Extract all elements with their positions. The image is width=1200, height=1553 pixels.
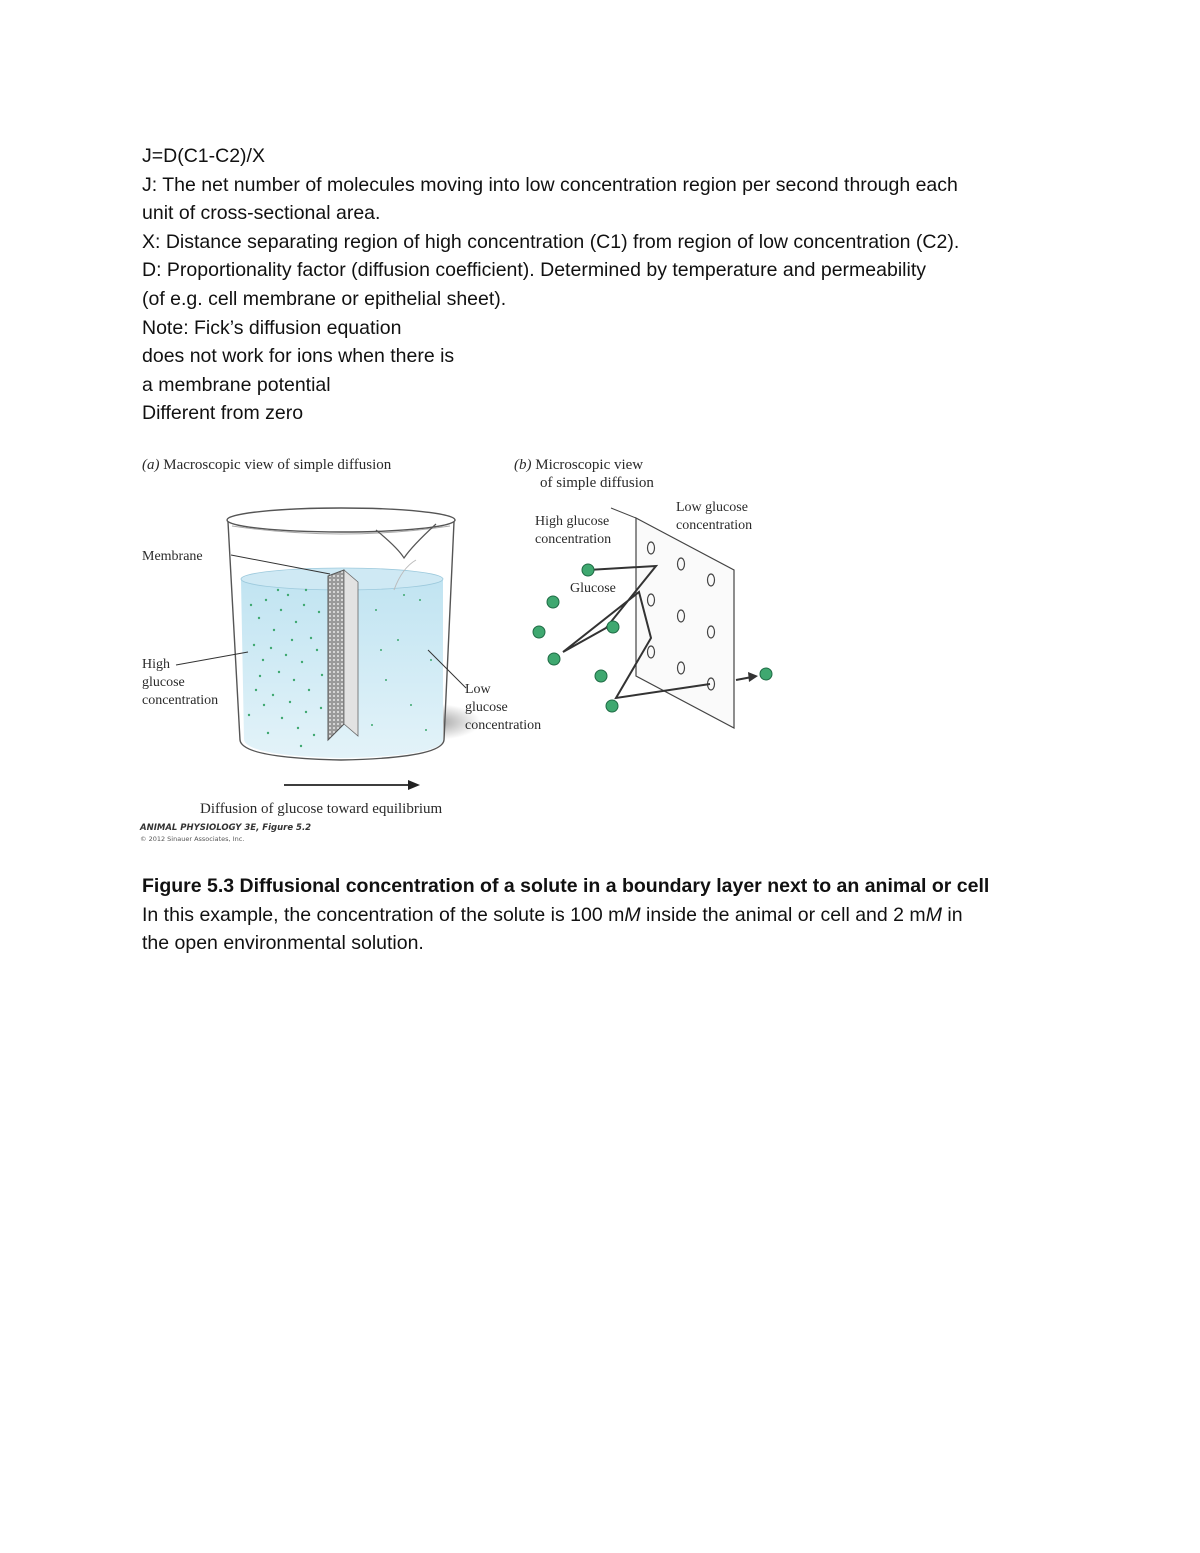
note-line: Different from zero [142, 402, 304, 425]
glucose-label: Glucose [570, 581, 616, 596]
diffusion-figure [136, 450, 796, 860]
panel-b-low-label: Low glucose concentration [676, 500, 753, 533]
text-line: unit of cross-sectional area. [142, 202, 381, 225]
high-glucose-label: High glucose concentration [142, 657, 219, 708]
text-line: J: The net number of molecules moving into low concentration region per second through each [142, 173, 958, 196]
text-line: X: Distance separating region of high concentration (C1) from region of low concentration (C2). [142, 230, 960, 253]
note-line: a membrane potential [142, 373, 331, 396]
equation-line: J=D(C1-C2)/X [142, 145, 265, 167]
note-line: Note: Fick’s diffusion equation [142, 316, 402, 339]
diffusion-label: Diffusion of glucose toward equilibrium [200, 801, 443, 817]
panel-a-title: (a) Macroscopic view of simple diffusion [142, 457, 392, 473]
panel-b-high-label: High glucose concentration [535, 514, 612, 547]
text-line: (of e.g. cell membrane or epithelial sheet). [142, 287, 507, 310]
caption-title: Figure 5.3 Diffusional concentration of a solute in a boundary layer next to an animal or cell [142, 875, 990, 897]
beaker [176, 508, 466, 760]
figure-credit: ANIMAL PHYSIOLOGY 3E, Figure 5.2 [140, 823, 312, 833]
diffusion-arrow [284, 780, 420, 790]
caption-body-line: the open environmental solution. [142, 932, 424, 955]
figure-copyright: © 2012 Sinauer Associates, Inc. [140, 835, 245, 843]
note-line: does not work for ions when there is [142, 345, 455, 368]
body-text [142, 142, 1082, 428]
text-line: D: Proportionality factor (diffusion coefficient). Determined by temperature and permeability [142, 259, 926, 282]
low-glucose-label: Low glucose concentration [465, 682, 542, 733]
caption-body-line: In this example, the concentration of the solute is 100 mM inside the animal or cell and 2 mM in [142, 903, 963, 926]
panel-b-title: (b) Microscopic view of simple diffusion [514, 457, 654, 491]
figure-caption [142, 872, 1102, 958]
membrane-label: Membrane [142, 549, 203, 564]
